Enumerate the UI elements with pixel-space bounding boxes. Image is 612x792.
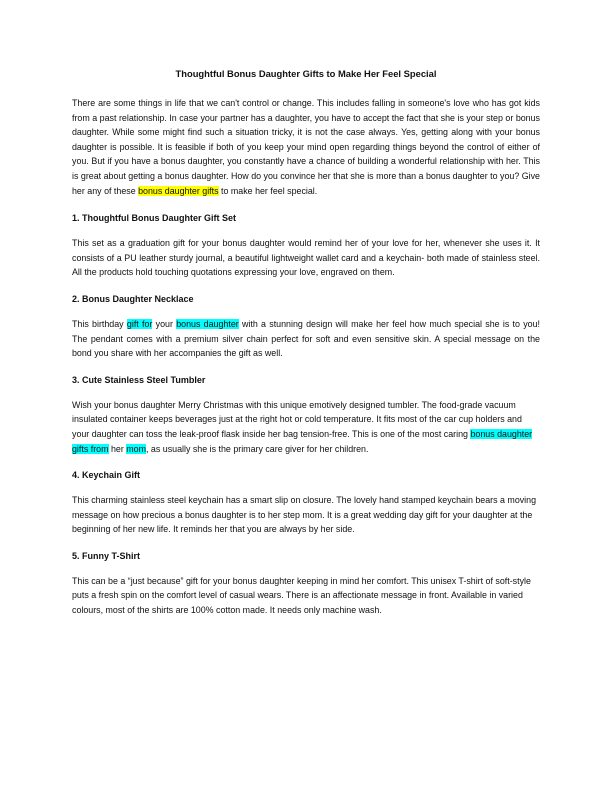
document-title: Thoughtful Bonus Daughter Gifts to Make Her Feel Special	[175, 68, 437, 79]
section-5-heading: 5. Funny T-Shirt	[72, 550, 141, 561]
section-2-text	[72, 317, 540, 361]
section-2-text-a: This birthday	[72, 318, 127, 329]
intro-text-start: There are some things in life that we can't control or change. This includes falling in someone's love who has got kids from a past relationship. In case your partner has a daughter, you have to accept the fact that she is your step or bonus daughter. While some might find such a situation tricky, it is not the case always. Yes, getting along with your bonus daughter is possible. It is feasible if both of you keep your mind open regarding things beyond the control of either of you. But if you have a bonus daughter, you constantly have a chance of building a wonderful relationship with her. This is great about getting a bonus daughter. How do you convince her that she is more than a bonus daughter to you? Give her any of these	[72, 98, 540, 196]
intro-paragraph	[72, 96, 540, 198]
section-4-heading	[72, 470, 540, 480]
section-2-text-b: your	[152, 318, 177, 329]
section-2-text-c: with a stunning design will make her feel how much special she is to you! The pendant comes with a premium silver chain perfect for soft and even sensitive skin. A special message on the bond you share with her accompanies the gift as well.	[72, 318, 540, 359]
section-4-heading-text: . Keychain Gift	[77, 470, 141, 481]
section-3-text-b: her	[108, 443, 127, 454]
section-3-text-a: Wish your bonus daughter Merry Christmas with this unique emotively designed tumbler. The food-grade vacuum insulated container keeps beverages just at the right hot or cold temperature. It fits most of the car cup holders and your daughter can toss the leak-proof flask inside her bag tension-free. This is one of the most caring	[72, 399, 522, 439]
section-3-highlight-1: bonus daughter gifts from	[72, 428, 533, 454]
section-3-highlight-2: mom	[126, 443, 146, 454]
section-2-heading: 2. Bonus Daughter Necklace	[72, 293, 194, 304]
intro-text-end: to make her feel special.	[218, 185, 318, 196]
section-1-text: This set as a graduation gift for your bonus daughter would remind her of your love for her, whenever she uses it. It consists of a PU leather sturdy journal, a beautiful lightweight wallet card and a keychain- both made of stainless steel. All the products hold touching quotations expressing your love, engraved on them.	[72, 238, 540, 278]
section-2-highlight-2: bonus daughter	[176, 318, 239, 329]
intro-highlight: bonus daughter gifts	[138, 185, 219, 196]
section-3-text-c: , as usually she is the primary care giver for her children.	[146, 443, 369, 454]
section-3-text	[72, 398, 540, 456]
section-4-heading-number: 4	[72, 470, 78, 481]
section-4-text: This charming stainless steel keychain has a smart slip on closure. The lovely hand stamped keychain bears a moving message on how precious a bonus daughter is to her step mom. It is a great wedding day gift for your daughter at the beginning of her new life. It reminds her that you are always by her side.	[72, 495, 537, 535]
section-2-highlight-1: gift for	[126, 318, 153, 329]
section-3-heading: 3. Cute Stainless Steel Tumbler	[72, 374, 206, 385]
section-1-heading: 1. Thoughtful Bonus Daughter Gift Set	[72, 213, 236, 224]
section-5-text: This can be a “just because” gift for your bonus daughter keeping in mind her comfort. This unisex T-shirt of soft-style puts a fresh spin on the comfort level of casual wears. There is an affectionate message in front. Available in varied colours, most of the shirts are 100% cotton made. It needs only machine wash.	[72, 575, 531, 616]
